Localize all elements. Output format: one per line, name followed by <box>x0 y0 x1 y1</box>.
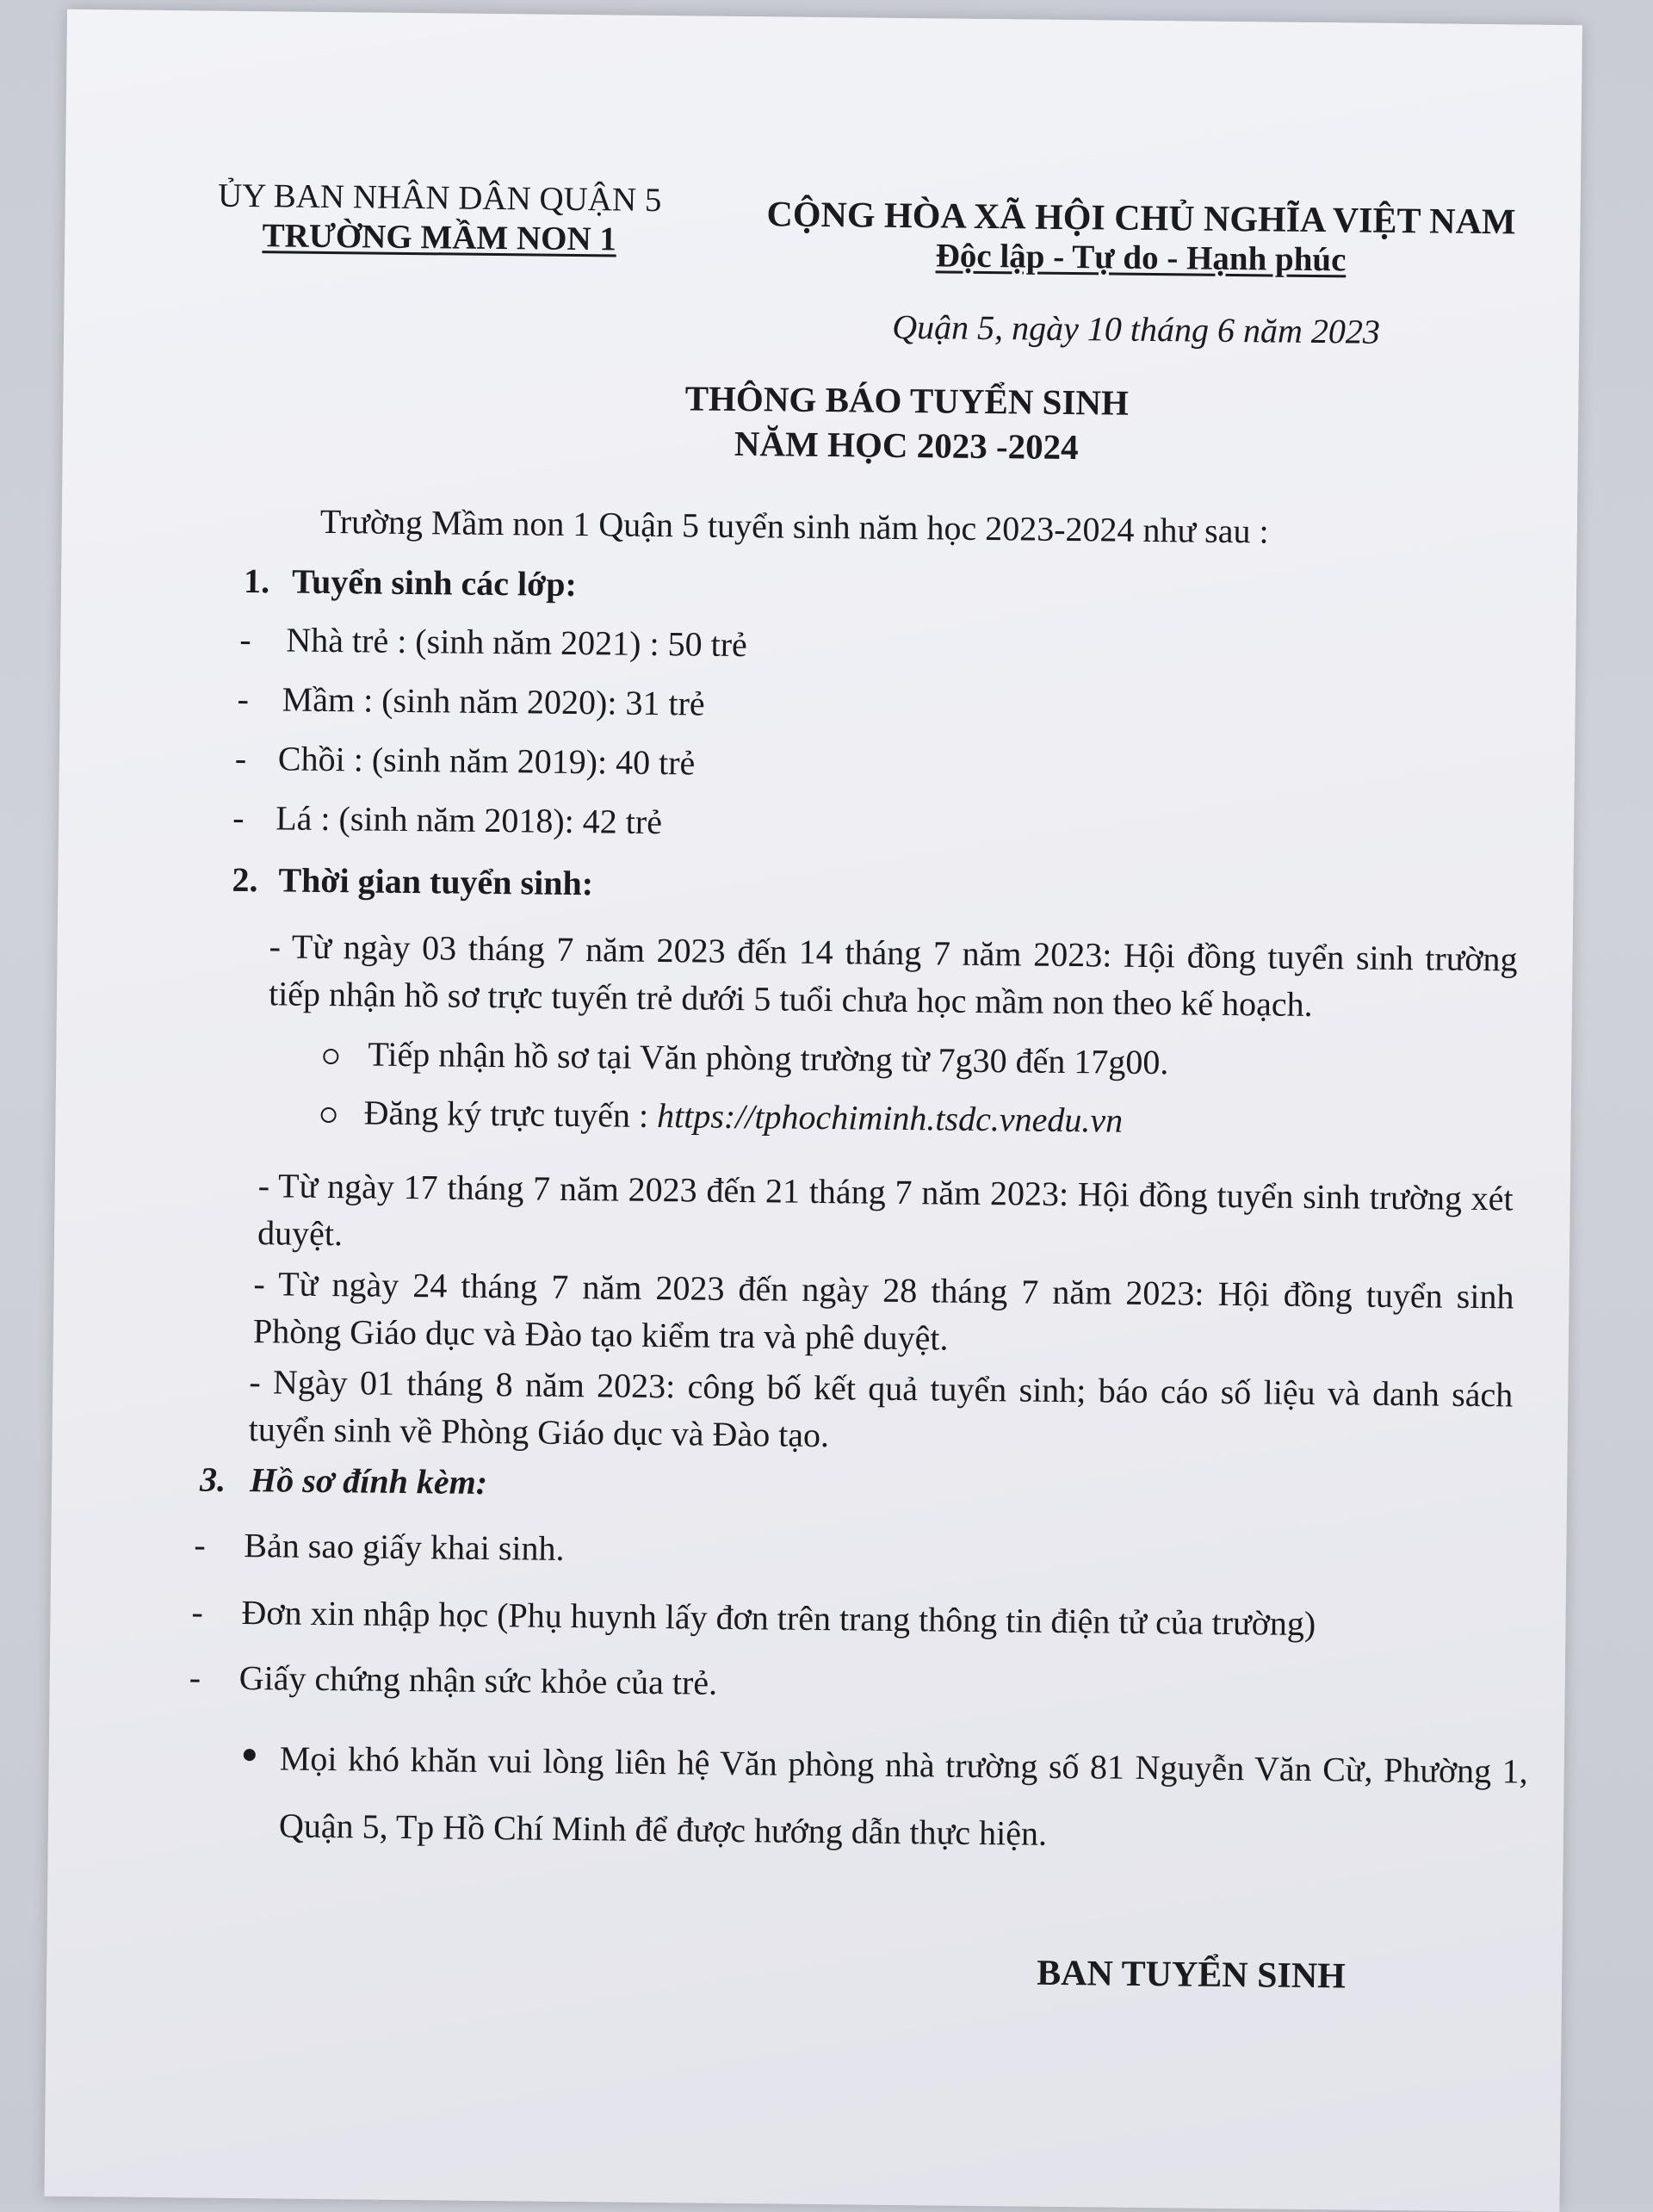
section3-number: 3. <box>199 1459 226 1499</box>
section2-heading: Thời gian tuyển sinh: <box>278 860 594 903</box>
bullet-dot-icon <box>244 1749 256 1761</box>
registration-url-link[interactable]: https://tphochiminh.tsdc.vnedu.vn <box>656 1096 1124 1140</box>
attachment-item-health-certificate: Giấy chứng nhận sức khỏe của trẻ. <box>238 1657 718 1702</box>
online-registration-label: Đăng ký trực tuyến : <box>363 1093 658 1136</box>
online-registration-item <box>363 1092 1123 1141</box>
document-page <box>44 9 1582 2212</box>
class-item-mam: Mầm : (sinh năm 2020): 31 trẻ <box>282 679 705 723</box>
contact-note: Mọi khó khăn vui lòng liên hệ Văn phòng nhà trường số 81 Nguyễn Văn Cừ, Phường 1, Quận 5, Tp Hồ Chí Minh để được hướng dẫn thực hiện. <box>278 1738 1528 1853</box>
attachment-item-birth-certificate: Bản sao giấy khai sinh. <box>244 1526 565 1568</box>
section2-number: 2. <box>232 859 258 900</box>
list-dash: - <box>237 678 250 719</box>
signature-block: BAN TUYỂN SINH <box>1036 1953 1347 1997</box>
issuing-authority: ỦY BAN NHÂN DÂN QUẬN 5 <box>217 177 662 220</box>
national-motto: Độc lập - Tự do - Hạnh phúc <box>935 237 1347 279</box>
national-title: CỘNG HÒA XÃ HỘI CHỦ NGHĨA VIỆT NAM <box>766 195 1516 243</box>
period-paragraph-2: - Từ ngày 17 tháng 7 năm 2023 đến 21 tháng 7 năm 2023: Hội đồng tuyển sinh trường xét duyệt. <box>257 1166 1514 1254</box>
circle-bullet-icon <box>321 1107 337 1123</box>
document-title: THÔNG BÁO TUYỂN SINH <box>684 378 1130 423</box>
intro-text: Trường Mầm non 1 Quận 5 tuyển sinh năm học 2023-2024 như sau : <box>319 501 1269 551</box>
period-paragraph-1: - Từ ngày 03 tháng 7 năm 2023 đến 14 tháng 7 năm 2023: Hội đồng tuyển sinh trường tiếp nhận hồ sơ trực tuyến trẻ dưới 5 tuổi chưa học mầm non theo kế hoạch. <box>268 926 1518 1024</box>
list-dash: - <box>191 1592 204 1632</box>
office-hours-item: Tiếp nhận hồ sơ tại Văn phòng trường từ 7g30 đến 17g00. <box>368 1034 1169 1082</box>
circle-bullet-icon <box>323 1049 338 1064</box>
section3-heading: Hồ sơ đính kèm: <box>249 1460 488 1502</box>
list-dash: - <box>239 619 251 660</box>
date-line: Quận 5, ngày 10 tháng 6 năm 2023 <box>892 307 1381 351</box>
list-dash: - <box>189 1657 201 1697</box>
section1-heading: Tuyển sinh các lớp: <box>291 561 578 604</box>
period-paragraph-3: - Từ ngày 24 tháng 7 năm 2023 đến ngày 28 tháng 7 năm 2023: Hội đồng tuyển sinh Phòng Giáo dục và Đào tạo kiểm tra và phê duyệt. <box>252 1264 1514 1358</box>
list-dash: - <box>234 738 247 778</box>
section1-number: 1. <box>243 561 270 601</box>
list-dash: - <box>232 797 245 837</box>
class-item-la: Lá : (sinh năm 2018): 42 trẻ <box>275 798 663 842</box>
document-subtitle: NĂM HỌC 2023 -2024 <box>734 423 1079 468</box>
school-name: TRƯỜNG MẦM NON 1 <box>262 217 617 258</box>
attachment-item-application-form: Đơn xin nhập học (Phụ huynh lấy đơn trên trang thông tin điện tử của trường) <box>241 1593 1316 1644</box>
period-paragraph-4: - Ngày 01 tháng 8 năm 2023: công bố kết quả tuyển sinh; báo cáo số liệu và danh sách tuyển sinh về Phòng Giáo dục và Đào tạo. <box>248 1362 1514 1455</box>
class-item-nha-tre: Nhà trẻ : (sinh năm 2021) : 50 trẻ <box>286 620 748 665</box>
class-item-choi: Chồi : (sinh năm 2019): 40 trẻ <box>277 739 696 783</box>
list-dash: - <box>194 1525 206 1565</box>
